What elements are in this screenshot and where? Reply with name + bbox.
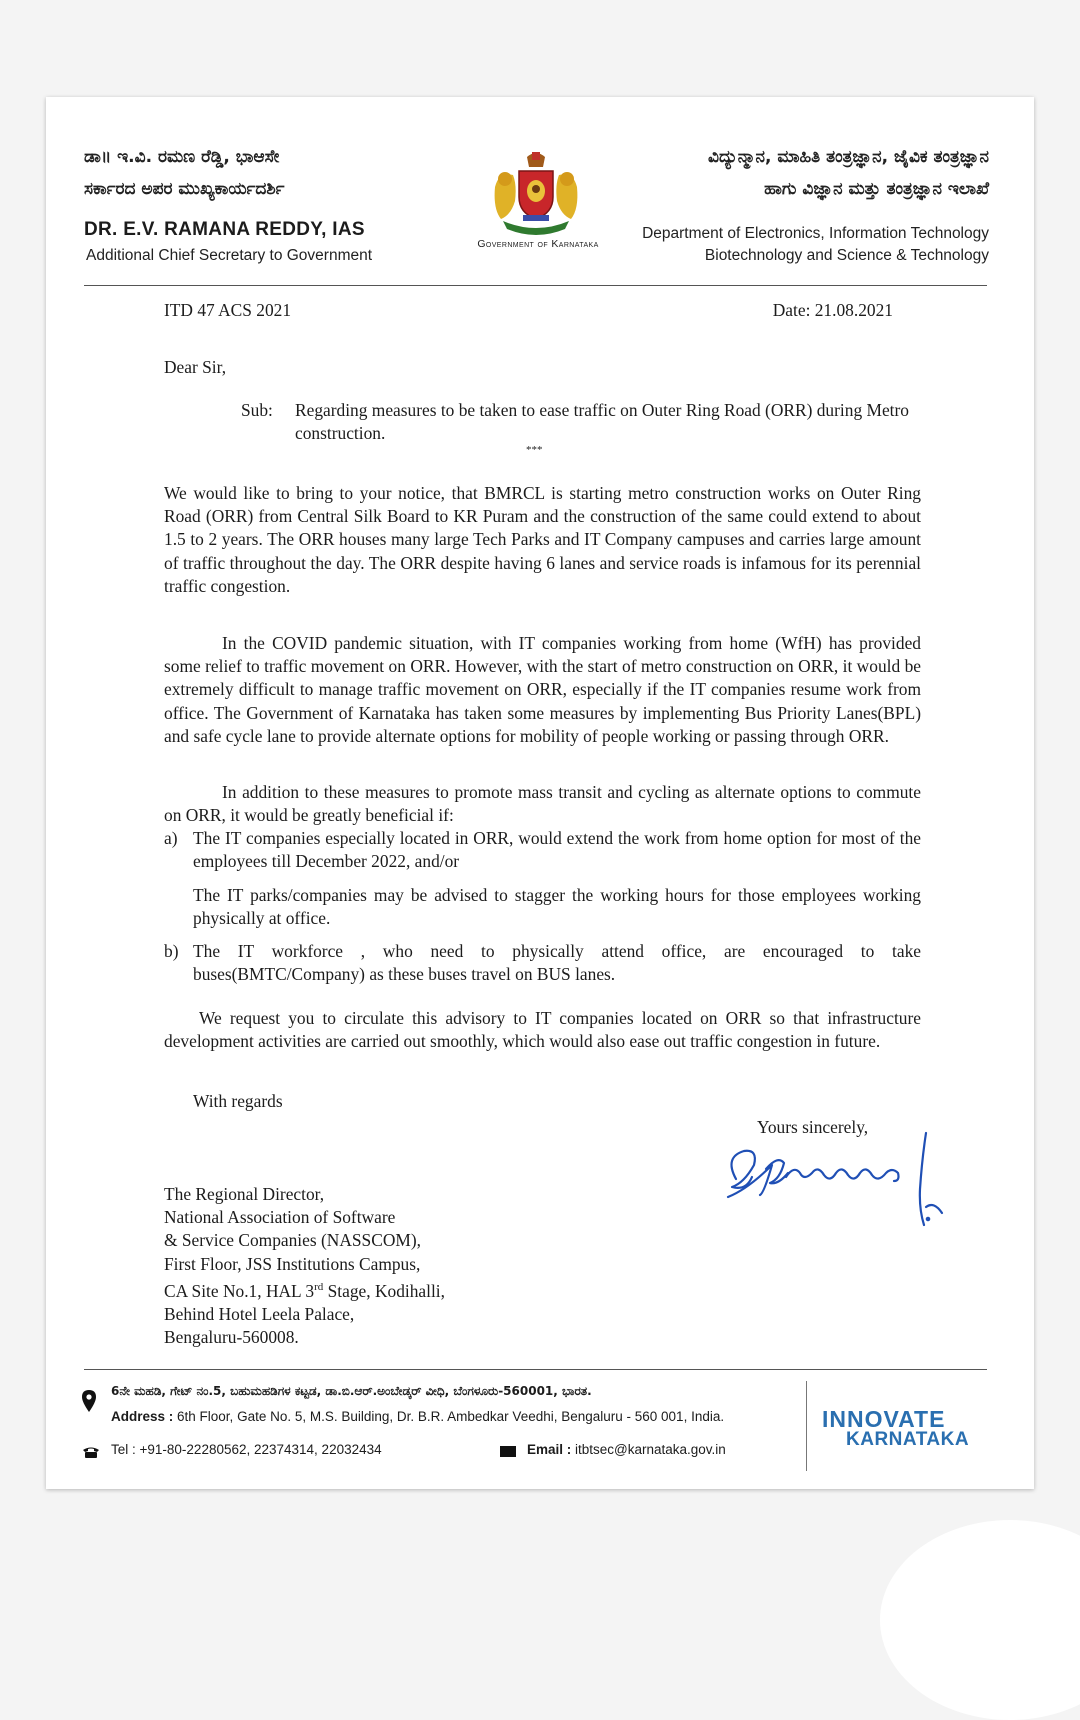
officer-name: DR. E.V. RAMANA REDDY, IAS	[84, 219, 365, 240]
subject-separator: ***	[526, 444, 543, 456]
innovate-karnataka-logo-line-2: KARNATAKA	[846, 1429, 970, 1450]
header-kannada-department: ವಿದ್ಯುನ್ಮಾನ, ಮಾಹಿತಿ ತಂತ್ರಜ್ಞಾನ, ಜೈವಿಕ ತಂತ್ರಜ್ಞಾನ	[708, 147, 989, 167]
officer-designation: Additional Chief Secretary to Government	[86, 247, 373, 264]
list-item-b: The IT workforce , who need to physically attend office, are encouraged to take buses(BMTC/Company) as these buses travel on BUS lanes.	[193, 941, 921, 985]
addressee-line-7: Bengaluru-560008.	[164, 1327, 299, 1348]
list-item-a-continued: The IT parks/companies may be advised to stagger the working hours for those employees working physically at office.	[193, 885, 921, 929]
header-kannada-department-2: ಹಾಗು ವಿಜ್ಞಾನ ಮತ್ತು ತಂತ್ರಜ್ಞಾನ ಇಲಾಖೆ	[764, 179, 989, 199]
footer-email: Email : itbtsec@karnataka.gov.in	[527, 1442, 726, 1457]
addressee-line-5: CA Site No.1, HAL 3rd Stage, Kodihalli,	[164, 1280, 445, 1301]
header-divider	[84, 285, 987, 286]
telephone-icon	[82, 1445, 100, 1457]
yours-sincerely: Yours sincerely,	[757, 1117, 869, 1137]
department-line-1: Department of Electronics, Information Technology	[642, 225, 989, 242]
reference-number: ITD 47 ACS 2021	[164, 300, 292, 320]
email-icon	[500, 1446, 516, 1457]
paragraph-2: In the COVID pandemic situation, with IT companies working from home (WfH) has provided some relief to traffic movement on ORR. However, with the start of metro construction on ORR, it would be extremely difficult to manage traffic movement on ORR, especially if the IT companies resume work from office. The Government of Karnataka has taken some measures by implementing Bus Priority Lanes(BPL) and safe cycle lane to provide alternate options for mobility of people working or passing through ORR.	[164, 633, 921, 746]
paragraph-3: In addition to these measures to promote mass transit and cycling as alternate options to commute on ORR, it would be greatly beneficial if:	[164, 782, 921, 826]
signature	[714, 1129, 954, 1237]
footer-vertical-divider	[806, 1381, 807, 1471]
innovate-karnataka-logo-line-1: INNOVATE	[822, 1406, 946, 1432]
addressee-line-3: & Service Companies (NASSCOM),	[164, 1230, 421, 1251]
addressee-line-6: Behind Hotel Leela Palace,	[164, 1303, 355, 1324]
footer-telephone: Tel : +91-80-22280562, 22374314, 22032434	[111, 1442, 382, 1457]
list-marker-b: b)	[164, 941, 179, 961]
letter-date: Date: 21.08.2021	[772, 300, 893, 320]
letter-page	[46, 97, 1034, 1489]
paragraph-4: We request you to circulate this advisory to IT companies located on ORR so that infrastructure development activities are carried out smoothly, which would also ease out traffic congestion in future.	[164, 1008, 921, 1052]
header-kannada-name: ಡಾ॥ ಇ.ವಿ. ರಮಣ ರೆಡ್ಡಿ, ಭಾಆಸೇ	[84, 147, 280, 167]
addressee-line-2: National Association of Software	[164, 1207, 396, 1228]
subject-text: Regarding measures to be taken to ease traffic on Outer Ring Road (ORR) during Metro construction.	[295, 400, 909, 444]
list-item-a: The IT companies especially located in ORR, would extend the work from home option for most of the employees till December 2022, and/or	[193, 828, 921, 872]
footer-address: Address : 6th Floor, Gate No. 5, M.S. Building, Dr. B.R. Ambedkar Veedhi, Bengaluru - 560 001, India.	[111, 1409, 725, 1424]
addressee-line-4: First Floor, JSS Institutions Campus,	[164, 1253, 421, 1274]
salutation: Dear Sir,	[164, 357, 227, 377]
list-marker-a: a)	[164, 828, 178, 848]
karnataka-emblem	[487, 149, 585, 239]
addressee-line-1: The Regional Director,	[164, 1184, 325, 1204]
corner-overlay	[880, 1520, 1080, 1720]
footer-kannada-address: 6ನೇ ಮಹಡಿ, ಗೇಟ್ ನಂ.5, ಬಹುಮಹಡಿಗಳ ಕಟ್ಟಡ, ಡಾ.ಬಿ.ಆರ್.ಅಂಬೇಡ್ಕರ್ ವೀಧಿ, ಬೆಂಗಳೂರು-560001, ಭಾರತ.	[111, 1384, 592, 1398]
header-kannada-designation: ಸರ್ಕಾರದ ಅಪರ ಮುಖ್ಯಕಾರ್ಯದರ್ಶಿ	[84, 179, 285, 199]
emblem-caption: Government of Karnataka	[477, 238, 599, 250]
paragraph-1: We would like to bring to your notice, that BMRCL is starting metro construction works on Outer Ring Road (ORR) from Central Silk Board to KR Puram and the construction of the same could extend to about 1.5 to 2 years. The ORR houses many large Tech Parks and IT Company campuses and carries large amount of traffic throughout the day. The ORR despite having 6 lanes and service roads is infamous for its perennial traffic congestion.	[164, 483, 921, 596]
department-line-2: Biotechnology and Science & Technology	[704, 247, 989, 264]
closing-regards: With regards	[193, 1091, 283, 1111]
location-pin-icon	[82, 1390, 96, 1412]
addressee-block	[164, 1183, 445, 1349]
subject-label: Sub:	[241, 400, 273, 420]
footer-divider	[84, 1369, 987, 1370]
